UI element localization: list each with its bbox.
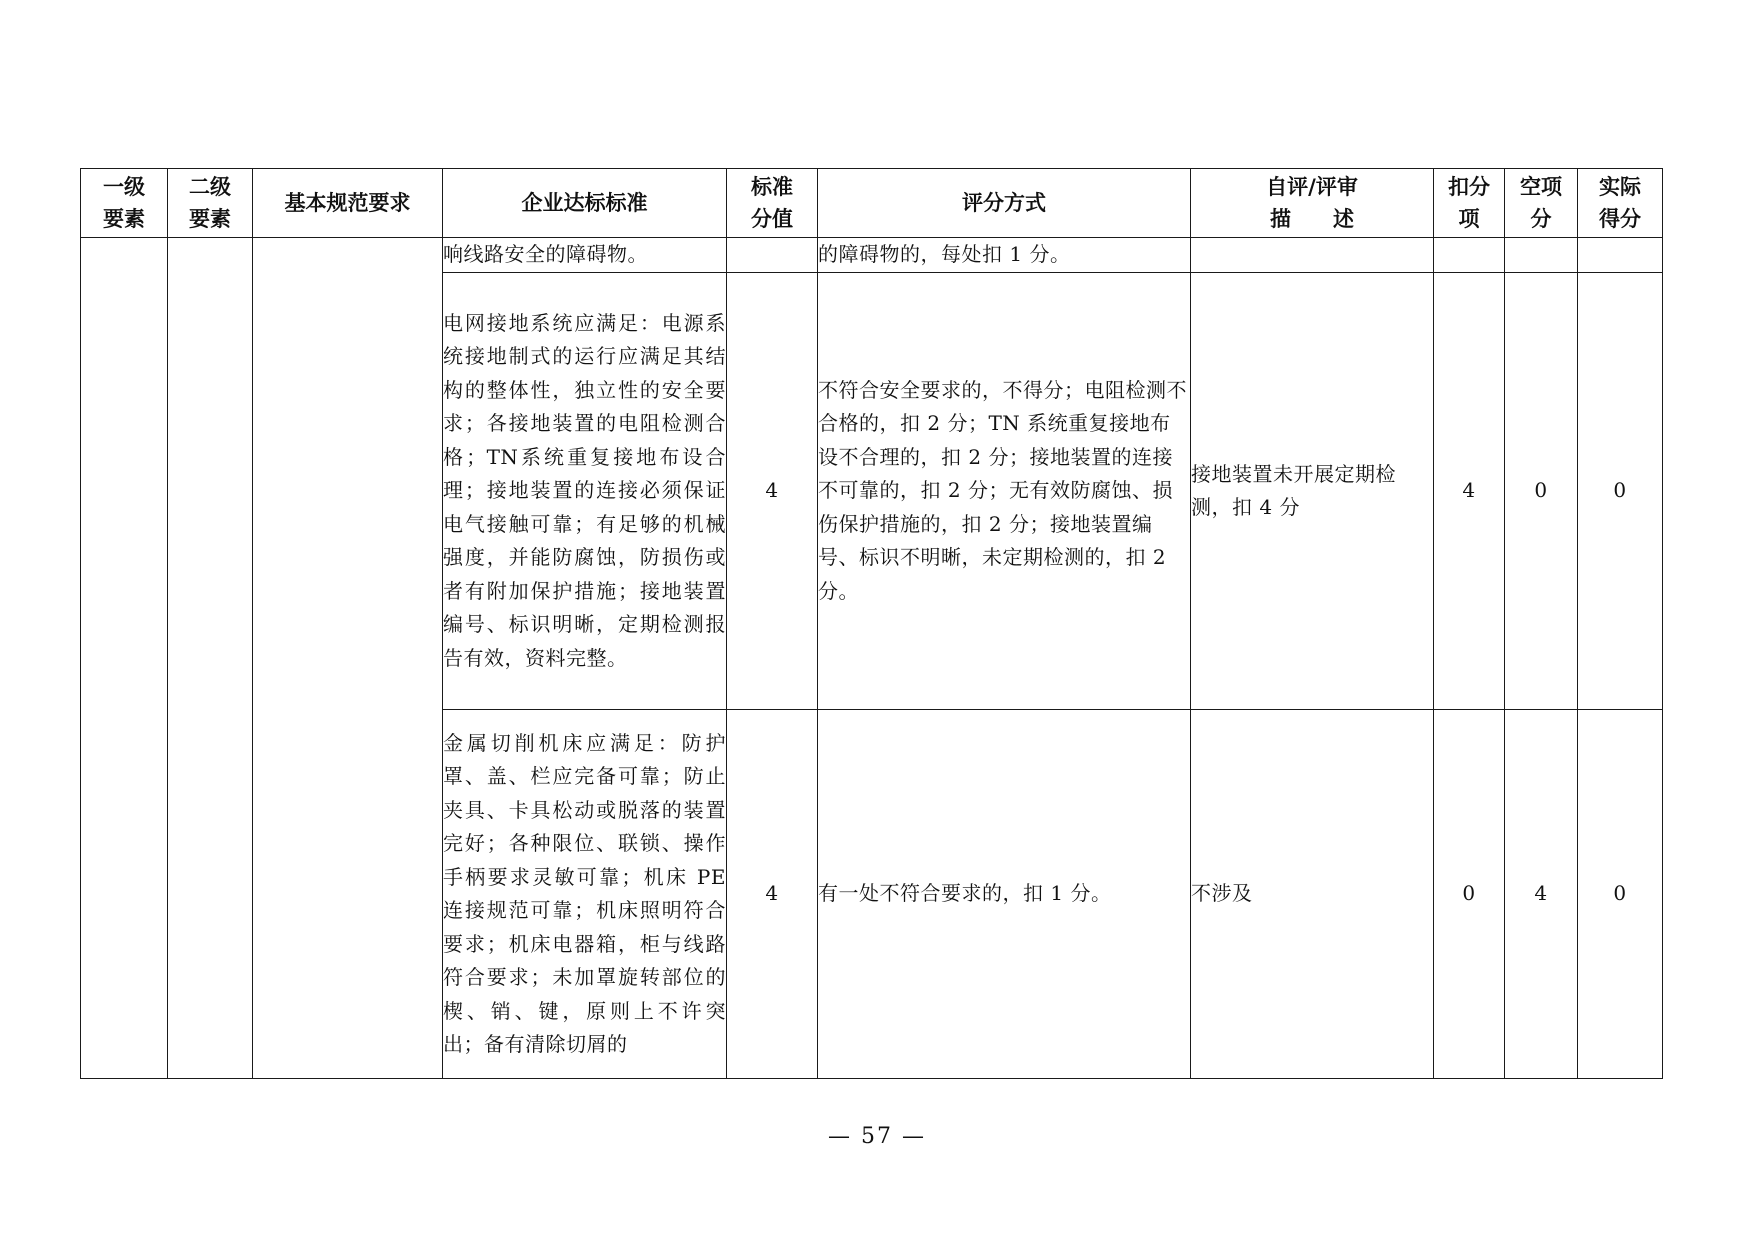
method-cell: 不符合安全要求的，不得分；电阻检测不合格的，扣 2 分；TN 系统重复接地布设不合理的，扣 2 分；接地装置的连接不可靠的，扣 2 分；无有效防腐蚀、损伤保护措施的，扣 2 分；接地装置编号、标识不明晰，未定期检测的，扣 2 分。 — [818, 273, 1191, 710]
header-actual-score — [1578, 169, 1663, 238]
score-cell: 4 — [727, 710, 818, 1079]
header-empty-score — [1505, 169, 1578, 238]
evaluation-table — [80, 168, 1663, 1079]
deduct-cell: 4 — [1434, 273, 1505, 710]
header-deduct-line2: 项 — [1458, 207, 1480, 231]
header-self-review-line2: 描 述 — [1270, 207, 1354, 231]
header-level2-line1: 二级 — [189, 175, 231, 199]
header-empty-line1: 空项 — [1520, 175, 1562, 199]
header-score-line1: 标准 — [751, 175, 793, 199]
level2-cell — [168, 238, 253, 1079]
header-self-review — [1191, 169, 1434, 238]
table-row — [81, 238, 1663, 273]
standard-cell: 电网接地系统应满足：电源系统接地制式的运行应满足其结构的整体性，独立性的安全要求；各接地装置的电阻检测合格；TN系统重复接地布设合理；接地装置的连接必须保证电气接触可靠；有足够的机械强度，并能防腐蚀，防损伤或者有附加保护措施；接地装置编号、标识明晰，定期检测报告有效，资料完整。 — [443, 273, 727, 710]
header-actual-line1: 实际 — [1599, 175, 1641, 199]
actual-cell: 0 — [1578, 273, 1663, 710]
deduct-cell: 0 — [1434, 710, 1505, 1079]
level1-cell — [81, 238, 168, 1079]
header-deduct-line1: 扣分 — [1448, 175, 1490, 199]
basic-requirement-cell — [253, 238, 443, 1079]
empty-cell: 0 — [1505, 273, 1578, 710]
page-number: — 57 — — [828, 1124, 926, 1149]
method-cell: 有一处不符合要求的，扣 1 分。 — [818, 710, 1191, 1079]
description-cell — [1191, 238, 1434, 273]
header-score-line2: 分值 — [751, 207, 793, 231]
actual-cell: 0 — [1578, 710, 1663, 1079]
description-cell: 不涉及 — [1191, 710, 1434, 1079]
description-cell: 接地装置未开展定期检测，扣 4 分 — [1191, 273, 1434, 710]
header-scoring-method: 评分方式 — [818, 169, 1191, 238]
header-level1-line2: 要素 — [103, 207, 145, 231]
actual-cell — [1578, 238, 1663, 273]
header-deduction — [1434, 169, 1505, 238]
score-cell — [727, 238, 818, 273]
empty-cell: 4 — [1505, 710, 1578, 1079]
method-cell: 的障碍物的，每处扣 1 分。 — [818, 238, 1191, 273]
header-empty-line2: 分 — [1530, 207, 1552, 231]
deduct-cell — [1434, 238, 1505, 273]
header-level1-element — [81, 169, 168, 238]
header-level1-line1: 一级 — [103, 175, 145, 199]
standard-cell: 响线路安全的障碍物。 — [443, 238, 727, 273]
header-actual-line2: 得分 — [1599, 207, 1641, 231]
empty-cell — [1505, 238, 1578, 273]
standard-cell: 金属切削机床应满足：防护罩、盖、栏应完备可靠；防止夹具、卡具松动或脱落的装置完好；各种限位、联锁、操作手柄要求灵敏可靠；机床 PE 连接规范可靠；机床照明符合要求；机床电器箱，柜与线路符合要求；未加罩旋转部位的楔、销、键，原则上不许突出；备有清除切屑的 — [443, 710, 727, 1079]
score-cell: 4 — [727, 273, 818, 710]
header-standard-score — [727, 169, 818, 238]
header-level2-element — [168, 169, 253, 238]
header-row — [81, 169, 1663, 238]
header-self-review-line1: 自评/评审 — [1266, 175, 1358, 199]
header-enterprise-standard: 企业达标标准 — [443, 169, 727, 238]
header-basic-requirements: 基本规范要求 — [253, 169, 443, 238]
header-level2-line2: 要素 — [189, 207, 231, 231]
